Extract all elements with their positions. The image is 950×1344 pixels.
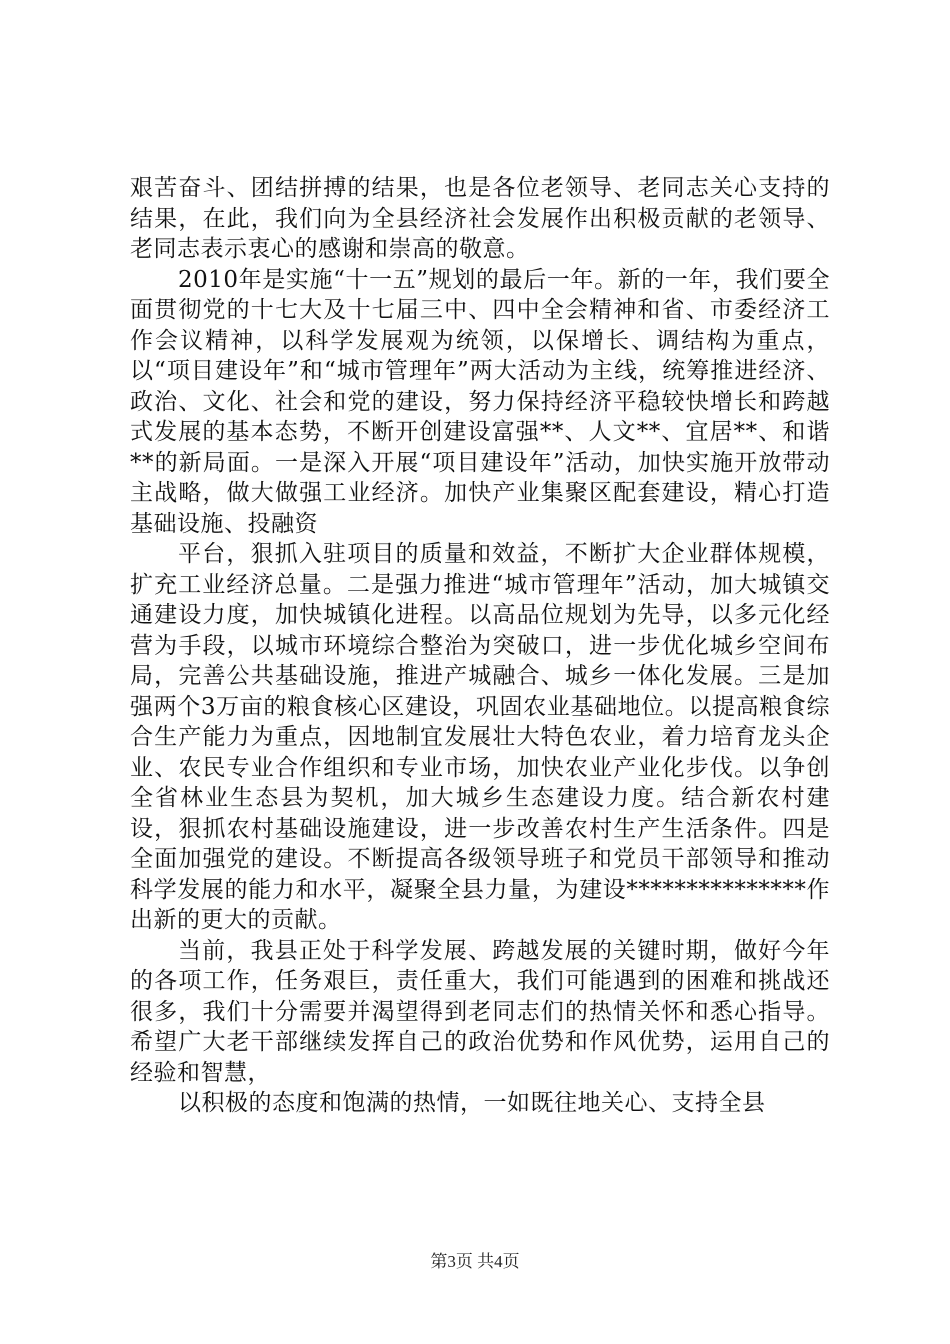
paragraph-4: 当前，我县正处于科学发展、跨越发展的关键时期，做好今年的各项工作，任务艰巨，责任重大，我们可能遇到的困难和挑战还很多，我们十分需要并渴望得到老同志们的热情关怀和悉心指导。希望广大老干部继续发挥自己的政治优势和作风优势，运用自己的经验和智慧， [130, 937, 830, 1086]
paragraph-2: 2010年是实施“十一五”规划的最后一年。新的一年，我们要全面贯彻党的十七大及十七届三中、四中全会精神和省、市委经济工作会议精神，以科学发展观为统领，以保增长、调结构为重点，以“项目建设年”和“城市管理年”两大活动为主线，统筹推进经济、政治、文化、社会和党的建设，努力保持经济平稳较快增长和跨越式发展的基本态势，不断开创建设富强**、人文**、宜居**、和谐**的新局面。一是深入开展“项目建设年”活动，加快实施开放带动主战略，做大做强工业经济。加快产业集聚区配套建设，精心打造基础设施、投融资 [130, 266, 830, 537]
page-footer: 第3页 共4页 [430, 1252, 520, 1271]
paragraph-5: 以积极的态度和饱满的热情，一如既往地关心、支持全县 [178, 1090, 766, 1116]
paragraph-3: 平台，狠抓入驻项目的质量和效益，不断扩大企业群体规模，扩充工业经济总量。二是强力推进“城市管理年”活动，加大城镇交通建设力度，加快城镇化进程。以高品位规划为先导，以多元化经营为手段，以城市环境综合整治为突破口，进一步优化城乡空间布局，完善公共基础设施，推进产城融合、城乡一体化发展。三是加强两个3万亩的粮食核心区建设，巩固农业基础地位。以提高粮食综合生产能力为重点，因地制宜发展壮大特色农业，着力培育龙头企业、农民专业合作组织和专业市场，加快农业产业化步伐。以争创全省林业生态县为契机，加大城乡生态建设力度。结合新农村建设，狠抓农村基础设施建设，进一步改善农村生产生活条件。四是全面加强党的建设。不断提高各级领导班子和党员干部领导和推动科学发展的能力和水平，凝聚全县力量，为建设***************作出新的更大的贡献。 [130, 541, 830, 933]
document-body [130, 173, 830, 1119]
paragraph-1: 艰苦奋斗、团结拼搏的结果，也是各位老领导、老同志关心支持的结果，在此，我们向为全县经济社会发展作出积极贡献的老领导、老同志表示衷心的感谢和崇高的敬意。 [130, 175, 830, 262]
